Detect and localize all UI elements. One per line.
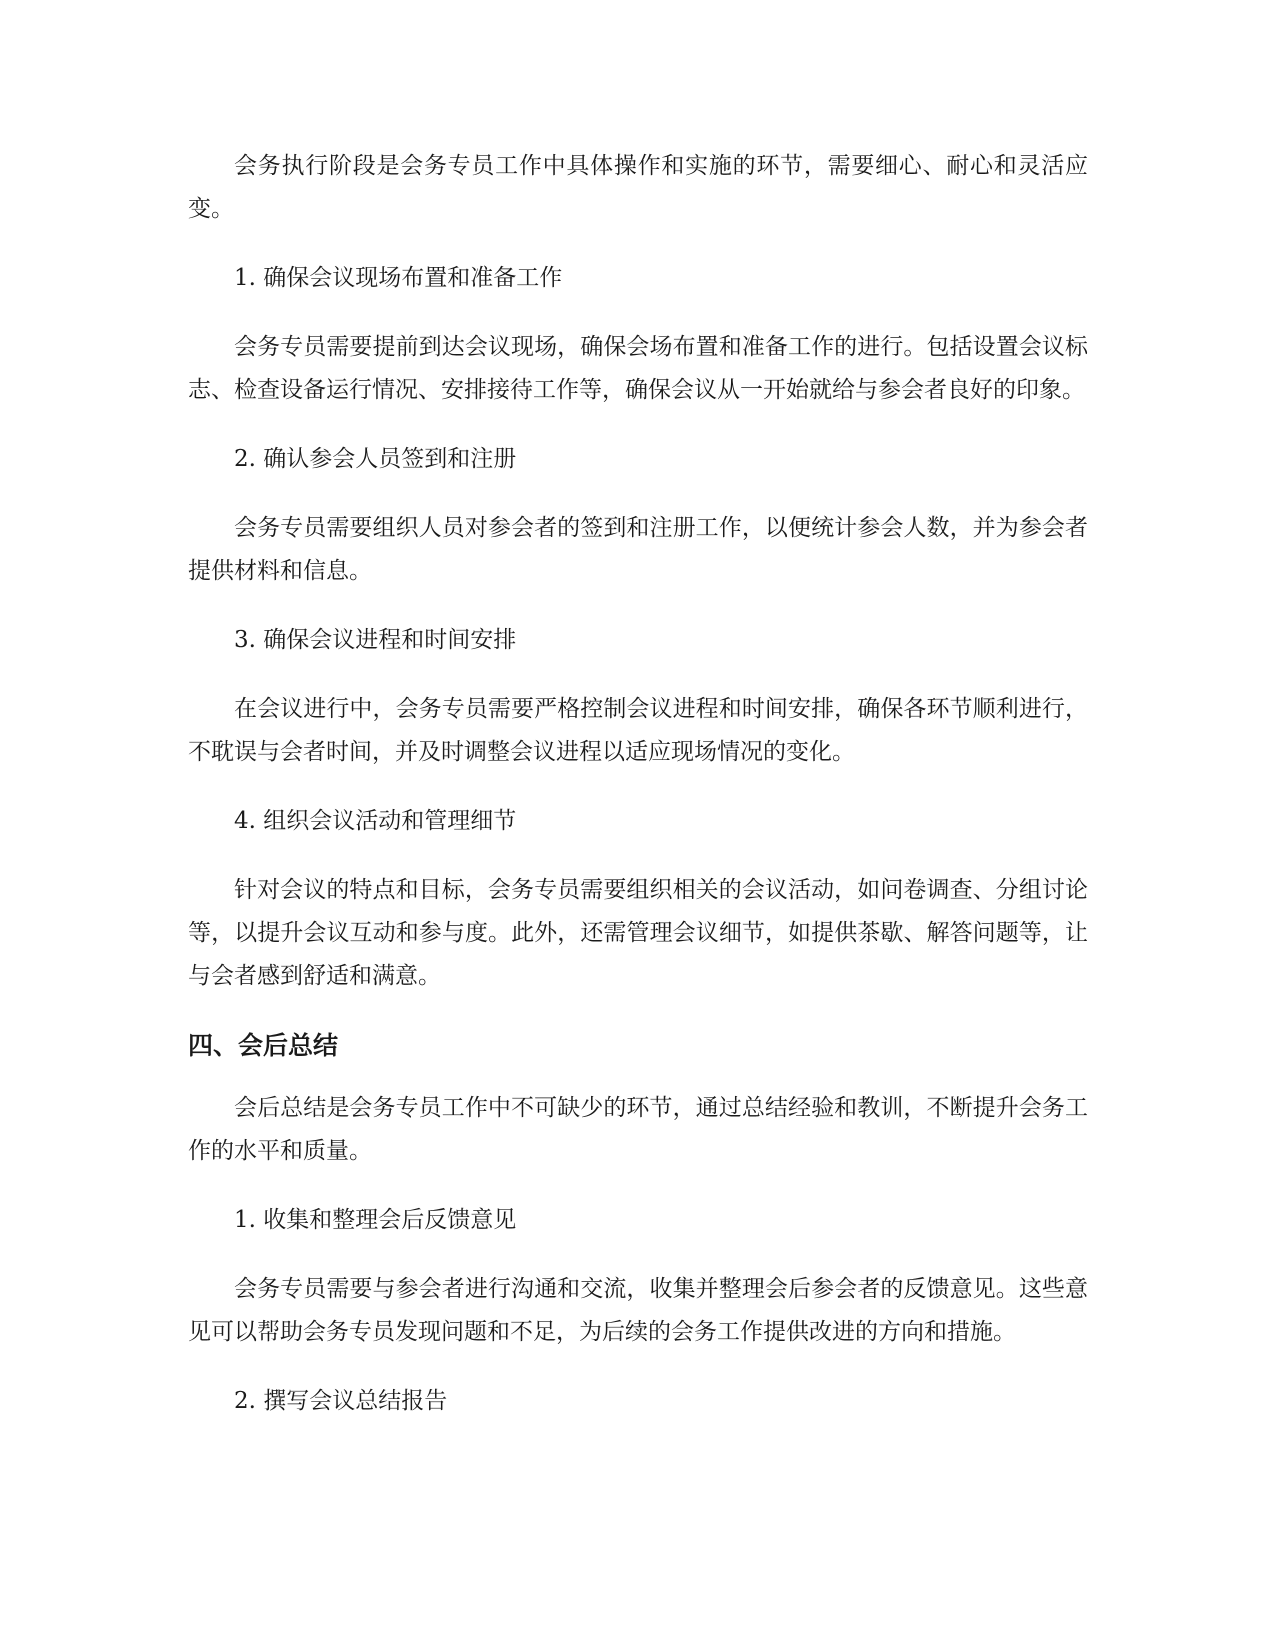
list-item-heading: 4. 组织会议活动和管理细节: [234, 808, 517, 834]
intro-paragraph: 会务执行阶段是会务专员工作中具体操作和实施的环节，需要细心、耐心和灵活应变。: [188, 153, 1088, 222]
list-item-heading: 3. 确保会议进程和时间安排: [234, 627, 517, 653]
section-heading: 四、会后总结: [188, 1031, 339, 1060]
body-paragraph: 会务专员需要与参会者进行沟通和交流，收集并整理会后参会者的反馈意见。这些意见可以帮助会务专员发现问题和不足，为后续的会务工作提供改进的方向和措施。: [188, 1276, 1088, 1345]
list-item-heading: 1. 确保会议现场布置和准备工作: [234, 265, 563, 291]
list-item-heading: 2. 撰写会议总结报告: [234, 1388, 448, 1414]
body-paragraph: 会后总结是会务专员工作中不可缺少的环节，通过总结经验和教训，不断提升会务工作的水平和质量。: [188, 1095, 1088, 1164]
body-paragraph: 在会议进行中，会务专员需要严格控制会议进程和时间安排，确保各环节顺利进行，不耽误与会者时间，并及时调整会议进程以适应现场情况的变化。: [188, 696, 1088, 765]
body-paragraph: 会务专员需要组织人员对参会者的签到和注册工作，以便统计参会人数，并为参会者提供材料和信息。: [188, 515, 1088, 584]
list-item-heading: 1. 收集和整理会后反馈意见: [234, 1207, 517, 1233]
list-item-heading: 2. 确认参会人员签到和注册: [234, 446, 517, 472]
body-paragraph: 针对会议的特点和目标，会务专员需要组织相关的会议活动，如问卷调查、分组讨论等，以提升会议互动和参与度。此外，还需管理会议细节，如提供茶歇、解答问题等，让与会者感到舒适和满意。: [188, 877, 1088, 989]
document-body: [188, 145, 1088, 1449]
body-paragraph: 会务专员需要提前到达会议现场，确保会场布置和准备工作的进行。包括设置会议标志、检查设备运行情况、安排接待工作等，确保会议从一开始就给与参会者良好的印象。: [188, 334, 1088, 403]
